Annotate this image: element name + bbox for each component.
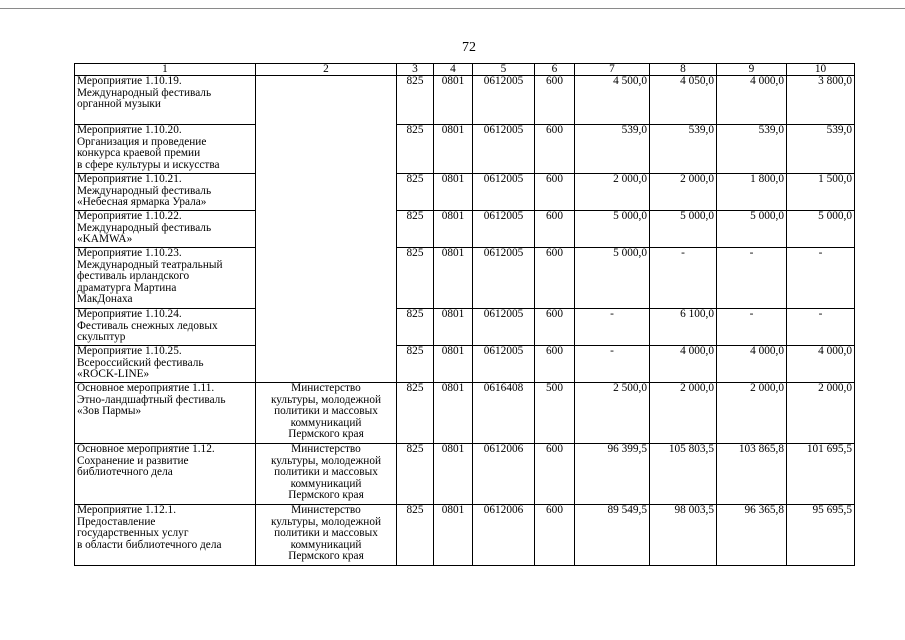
column-header: 3 — [397, 64, 434, 76]
row-expense-type-cell: 600 — [535, 505, 575, 566]
row-value-col10: 4 000,0 — [787, 346, 855, 383]
row-admin-code-cell: 825 — [397, 505, 434, 566]
row-value-col7: 5 000,0 — [575, 248, 650, 309]
row-section-code-cell: 0801 — [434, 505, 473, 566]
row-name-cell: Мероприятие 1.12.1. Предоставление государственных услуг в области библиотечного дела — [75, 505, 256, 566]
row-name-cell: Основное мероприятие 1.11. Этно-ландшафтный фестиваль «Зов Пармы» — [75, 383, 256, 444]
row-name-cell: Мероприятие 1.10.19. Международный фестиваль органной музыки — [75, 76, 256, 125]
row-admin-code-cell: 825 — [397, 211, 434, 248]
column-number-row — [75, 64, 855, 76]
table-row — [75, 125, 855, 174]
column-header: 9 — [717, 64, 787, 76]
row-section-code-cell: 0801 — [434, 174, 473, 211]
row-value-col7: 96 399,5 — [575, 444, 650, 505]
table-row — [75, 174, 855, 211]
row-value-col8: 4 050,0 — [650, 76, 717, 125]
row-value-col10: 1 500,0 — [787, 174, 855, 211]
column-header: 5 — [473, 64, 535, 76]
row-value-col7: 4 500,0 — [575, 76, 650, 125]
row-admin-code-cell: 825 — [397, 444, 434, 505]
row-section-code-cell: 0801 — [434, 248, 473, 309]
column-header: 6 — [535, 64, 575, 76]
table-body — [75, 76, 855, 566]
row-value-col7: 2 500,0 — [575, 383, 650, 444]
row-expense-type-cell: 600 — [535, 174, 575, 211]
row-value-col8: 105 803,5 — [650, 444, 717, 505]
row-expense-type-cell: 500 — [535, 383, 575, 444]
row-section-code-cell: 0801 — [434, 346, 473, 383]
row-target-code-cell: 0612006 — [473, 444, 535, 505]
row-value-col9: - — [717, 248, 787, 309]
row-value-col7: - — [575, 309, 650, 346]
row-value-col9: - — [717, 309, 787, 346]
row-admin-code-cell: 825 — [397, 174, 434, 211]
row-value-col9: 4 000,0 — [717, 76, 787, 125]
row-target-code-cell: 0612005 — [473, 125, 535, 174]
row-name-cell: Мероприятие 1.10.24. Фестиваль снежных ледовых скульптур — [75, 309, 256, 346]
row-name-cell: Мероприятие 1.10.21. Международный фестиваль «Небесная ярмарка Урала» — [75, 174, 256, 211]
row-admin-code-cell: 825 — [397, 125, 434, 174]
table-row — [75, 211, 855, 248]
row-admin-code-cell: 825 — [397, 346, 434, 383]
row-value-col10: - — [787, 309, 855, 346]
row-section-code-cell: 0801 — [434, 309, 473, 346]
table-row — [75, 248, 855, 309]
row-value-col8: 2 000,0 — [650, 383, 717, 444]
table-row — [75, 346, 855, 383]
row-value-col10: 2 000,0 — [787, 383, 855, 444]
table-row — [75, 309, 855, 346]
row-section-code-cell: 0801 — [434, 125, 473, 174]
row-value-col7: 539,0 — [575, 125, 650, 174]
column-header: 1 — [75, 64, 256, 76]
row-value-col7: - — [575, 346, 650, 383]
row-value-col7: 5 000,0 — [575, 211, 650, 248]
row-value-col10: 539,0 — [787, 125, 855, 174]
row-target-code-cell: 0616408 — [473, 383, 535, 444]
row-expense-type-cell: 600 — [535, 444, 575, 505]
row-admin-code-cell: 825 — [397, 383, 434, 444]
table-row — [75, 505, 855, 566]
row-value-col9: 2 000,0 — [717, 383, 787, 444]
row-section-code-cell: 0801 — [434, 76, 473, 125]
row-value-col9: 103 865,8 — [717, 444, 787, 505]
row-name-cell: Мероприятие 1.10.25. Всероссийский фестиваль «ROCK-LINE» — [75, 346, 256, 383]
page-number: 72 — [462, 40, 476, 55]
row-value-col7: 89 549,5 — [575, 505, 650, 566]
budget-table — [74, 63, 855, 566]
row-target-code-cell: 0612006 — [473, 505, 535, 566]
row-value-col8: 2 000,0 — [650, 174, 717, 211]
table-row — [75, 383, 855, 444]
row-value-col9: 539,0 — [717, 125, 787, 174]
row-expense-type-cell: 600 — [535, 125, 575, 174]
column-header: 2 — [256, 64, 397, 76]
row-expense-type-cell: 600 — [535, 76, 575, 125]
table-row — [75, 76, 855, 125]
row-executor-cell — [256, 76, 397, 383]
row-value-col8: - — [650, 248, 717, 309]
row-name-cell: Мероприятие 1.10.22. Международный фестиваль «KAMWA» — [75, 211, 256, 248]
row-value-col9: 4 000,0 — [717, 346, 787, 383]
table-row — [75, 444, 855, 505]
row-executor-cell: Министерство культуры, молодежной политики и массовых коммуникаций Пермского края — [256, 444, 397, 505]
column-header: 7 — [575, 64, 650, 76]
row-admin-code-cell: 825 — [397, 76, 434, 125]
row-target-code-cell: 0612005 — [473, 309, 535, 346]
row-value-col10: 101 695,5 — [787, 444, 855, 505]
row-target-code-cell: 0612005 — [473, 211, 535, 248]
row-section-code-cell: 0801 — [434, 211, 473, 248]
row-value-col8: 98 003,5 — [650, 505, 717, 566]
row-name-cell: Основное мероприятие 1.12. Сохранение и развитие библиотечного дела — [75, 444, 256, 505]
row-value-col9: 96 365,8 — [717, 505, 787, 566]
row-target-code-cell: 0612005 — [473, 346, 535, 383]
row-executor-cell: Министерство культуры, молодежной политики и массовых коммуникаций Пермского края — [256, 383, 397, 444]
row-value-col8: 5 000,0 — [650, 211, 717, 248]
row-value-col10: - — [787, 248, 855, 309]
row-name-cell: Мероприятие 1.10.23. Международный театральный фестиваль ирландского драматурга Мартина МакДонаха — [75, 248, 256, 309]
row-value-col10: 5 000,0 — [787, 211, 855, 248]
row-value-col9: 5 000,0 — [717, 211, 787, 248]
row-admin-code-cell: 825 — [397, 309, 434, 346]
column-header: 8 — [650, 64, 717, 76]
row-section-code-cell: 0801 — [434, 383, 473, 444]
row-expense-type-cell: 600 — [535, 211, 575, 248]
row-value-col7: 2 000,0 — [575, 174, 650, 211]
row-admin-code-cell: 825 — [397, 248, 434, 309]
column-header: 10 — [787, 64, 855, 76]
page-top-rule — [0, 8, 905, 9]
row-value-col10: 95 695,5 — [787, 505, 855, 566]
row-target-code-cell: 0612005 — [473, 76, 535, 125]
row-target-code-cell: 0612005 — [473, 248, 535, 309]
row-name-cell: Мероприятие 1.10.20. Организация и проведение конкурса краевой премии в сфере культуры и искусства — [75, 125, 256, 174]
row-value-col8: 539,0 — [650, 125, 717, 174]
row-expense-type-cell: 600 — [535, 309, 575, 346]
row-target-code-cell: 0612005 — [473, 174, 535, 211]
row-value-col8: 4 000,0 — [650, 346, 717, 383]
row-expense-type-cell: 600 — [535, 346, 575, 383]
row-value-col9: 1 800,0 — [717, 174, 787, 211]
row-value-col10: 3 800,0 — [787, 76, 855, 125]
column-header: 4 — [434, 64, 473, 76]
row-section-code-cell: 0801 — [434, 444, 473, 505]
row-executor-cell: Министерство культуры, молодежной политики и массовых коммуникаций Пермского края — [256, 505, 397, 566]
row-value-col8: 6 100,0 — [650, 309, 717, 346]
row-expense-type-cell: 600 — [535, 248, 575, 309]
